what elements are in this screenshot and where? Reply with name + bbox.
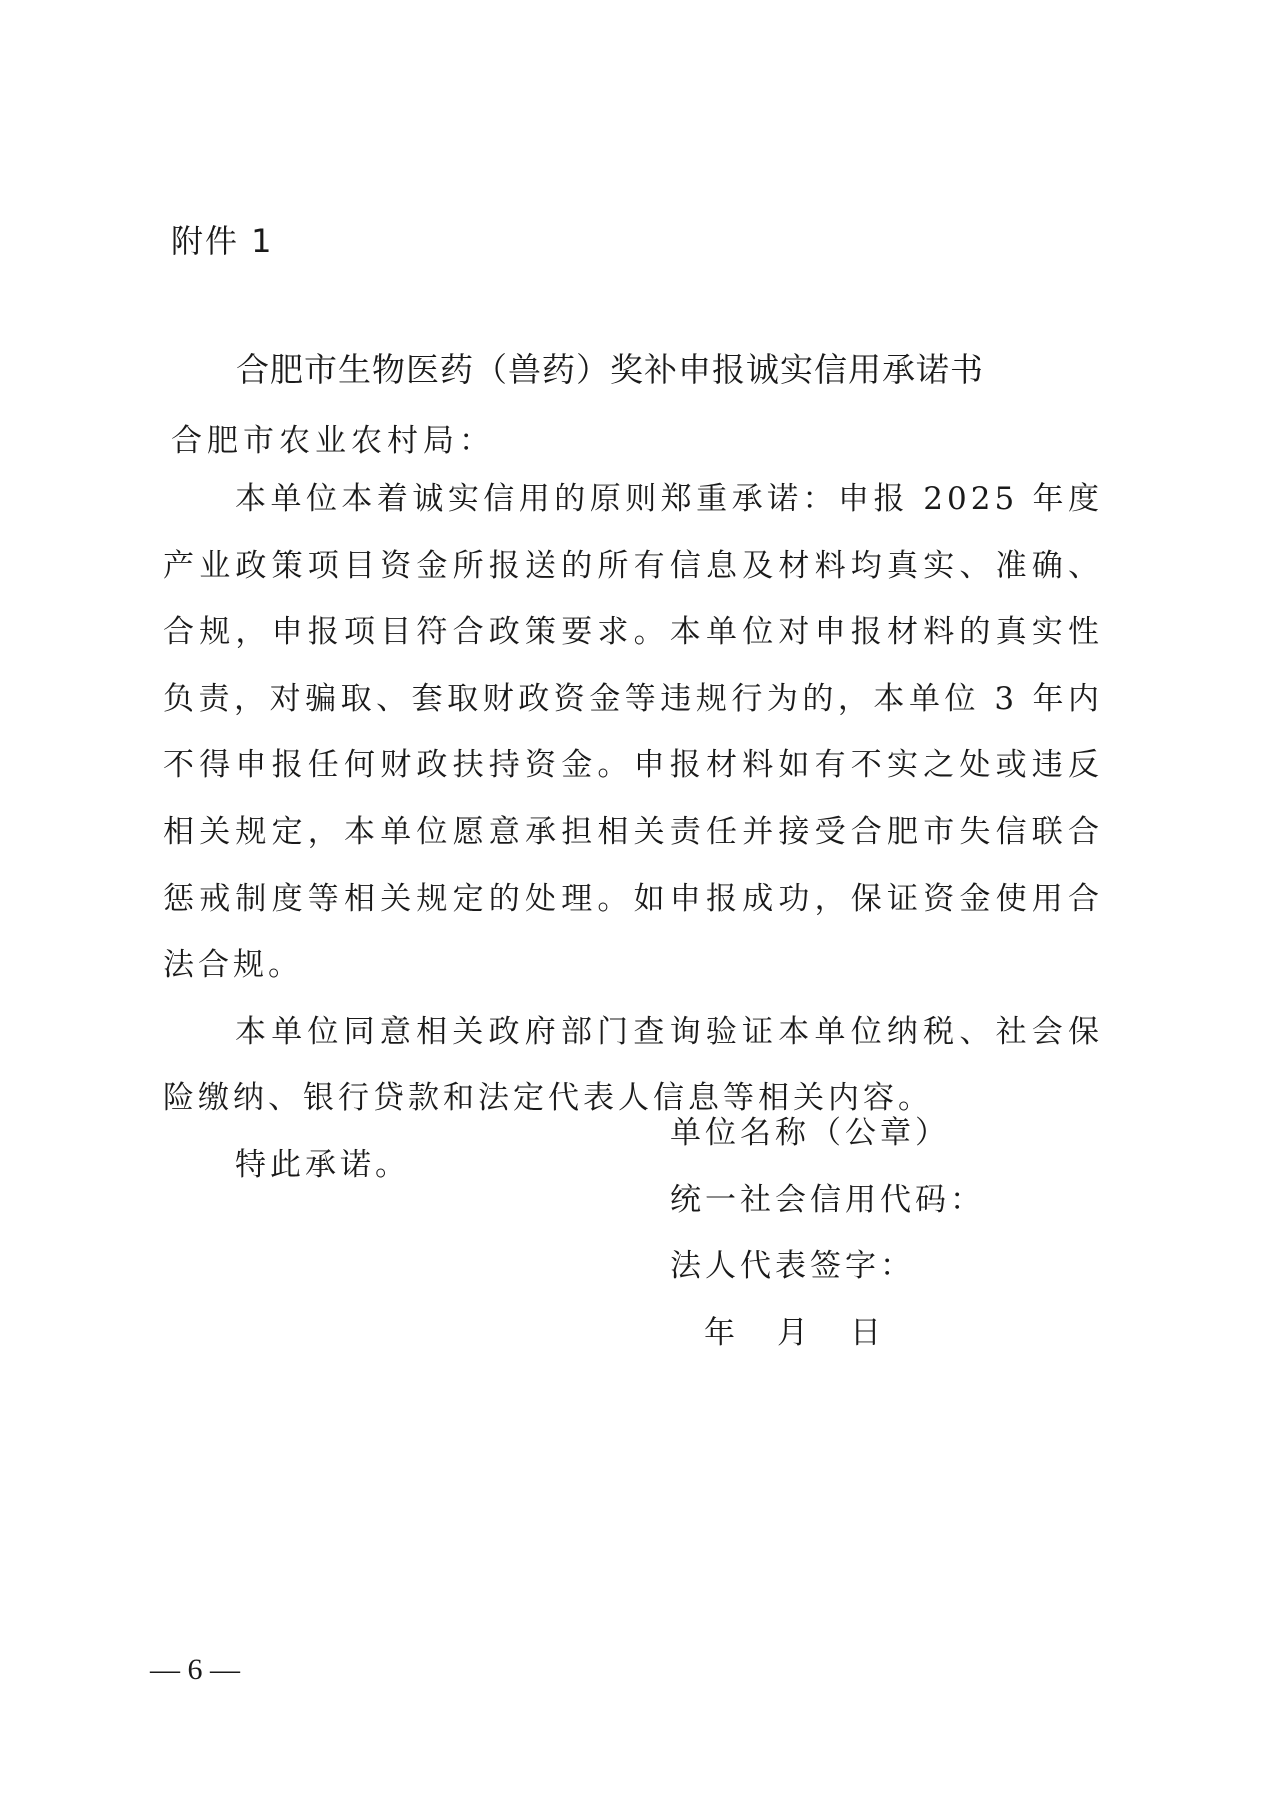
paragraph-commitment: 本单位本着诚实信用的原则郑重承诺：申报 2025 年度产业政策项目资金所报送的所有信息及材料均真实、准确、合规，申报项目符合政策要求。本单位对申报材料的真实性负责，对骗取、套取财政资金等违规行为的，本单位 3 年内不得申报任何财政扶持资金。申报材料如有不实之处或违反相关规定，本单位愿意承担相关责任并接受合肥市失信联合惩戒制度等相关规定的处理。如申报成功，保证资金使用合法合规。 [163, 481, 1103, 984]
document-title: 合肥市生物医药（兽药）奖补申报诚实信用承诺书 [236, 350, 984, 389]
attachment-label: 附件 1 [171, 222, 274, 260]
paragraph-consent: 本单位同意相关政府部门查询验证本单位纳税、社会保险缴纳、银行贷款和法定代表人信息等相关内容。 [163, 1013, 1103, 1117]
date-year: 年 [704, 1314, 739, 1351]
page-number: — 6 — [150, 1653, 240, 1686]
date-month: 月 [777, 1314, 812, 1351]
legal-rep-line: 法人代表签字： [670, 1248, 915, 1285]
unit-name-line: 单位名称（公章） [670, 1115, 950, 1151]
credit-code-line: 统一社会信用代码： [670, 1181, 985, 1218]
body-text [163, 466, 1103, 1199]
signature-block [670, 1107, 985, 1373]
recipient-line: 合肥市农业农村局： [171, 423, 495, 459]
date-day: 日 [850, 1314, 885, 1351]
date-line [670, 1307, 985, 1374]
paragraph-closing: 特此承诺。 [235, 1146, 410, 1183]
